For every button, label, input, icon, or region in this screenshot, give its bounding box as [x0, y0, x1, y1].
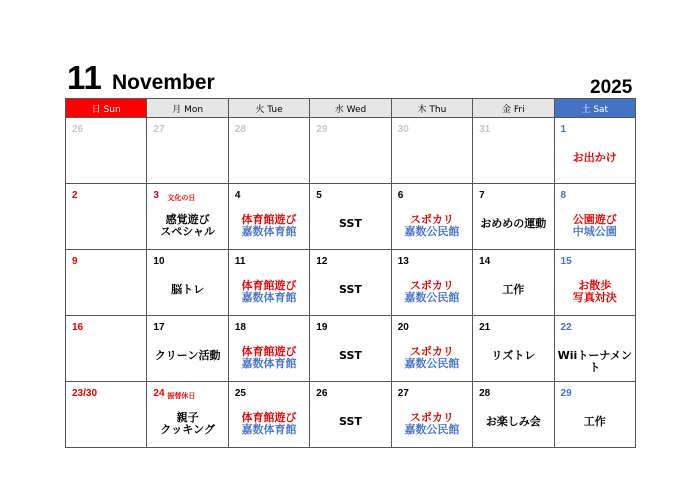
day-cell [66, 184, 147, 250]
day-number: 5 [316, 190, 322, 201]
day-number: 12 [316, 256, 328, 267]
event-label [392, 412, 472, 436]
day-cell [147, 250, 228, 316]
event-label [392, 346, 472, 370]
day-number: 1 [560, 124, 567, 135]
day-number: 3 [153, 190, 159, 201]
day-number: 15 [560, 256, 572, 267]
day-number: 19 [316, 322, 328, 333]
day-cell [147, 118, 228, 184]
event-label: クリーン活動 [154, 349, 221, 362]
day-number: 7 [479, 190, 485, 201]
event-label: SST [339, 349, 362, 362]
event-label: Wiiトーナメント [557, 349, 632, 374]
event-label [555, 280, 635, 304]
day-number: 11 [234, 256, 246, 267]
day-number: 10 [153, 256, 165, 267]
day-cell [310, 250, 391, 316]
event-location: 嘉数体育館 [241, 423, 297, 436]
event-line: 感覚遊び [165, 213, 210, 226]
event-location: 嘉数体育館 [241, 225, 297, 238]
day-number: 17 [153, 322, 165, 333]
event-location: 嘉数公民館 [404, 225, 460, 238]
day-cell [391, 250, 472, 316]
event-label [555, 214, 635, 238]
event-label: お出かけ [572, 151, 617, 164]
event-line: スポカリ [409, 411, 454, 424]
event-label: お楽しみ会 [485, 415, 541, 428]
day-cell [554, 382, 635, 448]
day-number: 16 [72, 322, 84, 333]
event-line: 体育館遊び [241, 411, 297, 424]
day-cell [66, 250, 147, 316]
day-cell [310, 316, 391, 382]
day-cell [66, 382, 147, 448]
day-number: 22 [560, 322, 572, 333]
day-number: 13 [397, 256, 409, 267]
day-number: 14 [479, 256, 491, 267]
day-cell [228, 118, 309, 184]
day-number: 27 [397, 388, 409, 399]
event-label [229, 214, 309, 238]
day-cell [147, 382, 228, 448]
day-cell [554, 118, 635, 184]
day-number: 8 [560, 190, 567, 201]
year: 2025 [590, 77, 633, 98]
day-cell [554, 250, 635, 316]
day-cell [66, 316, 147, 382]
event-location: 嘉数公民館 [404, 291, 460, 304]
day-number: 21 [479, 322, 491, 333]
day-cell [473, 250, 554, 316]
weekday-mon: 月 Mon [147, 99, 228, 118]
week-row [66, 316, 636, 382]
event-label: 工作 [502, 283, 525, 296]
event-label [392, 280, 472, 304]
month-number: 11 [67, 59, 102, 96]
day-number: 9 [72, 256, 78, 267]
week-row [66, 118, 636, 184]
event-line: 公園遊び [572, 213, 617, 226]
month-name: November [112, 71, 215, 94]
event-label: SST [339, 283, 362, 296]
event-location: 嘉数体育館 [241, 291, 297, 304]
day-number: 20 [397, 322, 409, 333]
day-cell [228, 250, 309, 316]
event-label: おめめの運動 [480, 217, 547, 230]
holiday-label: 振替休日 [167, 392, 196, 400]
weekday-fri: 金 Fri [473, 99, 554, 118]
day-number: 29 [560, 388, 572, 399]
event-label [229, 280, 309, 304]
event-line: 体育館遊び [241, 279, 297, 292]
event-label [147, 214, 227, 238]
day-number: 27 [153, 124, 165, 135]
event-line: 体育館遊び [241, 213, 297, 226]
day-cell [147, 184, 228, 250]
day-cell [310, 382, 391, 448]
weekday-sun: 日 Sun [66, 99, 147, 118]
day-cell [391, 382, 472, 448]
event-line: スポカリ [409, 279, 454, 292]
day-cell [473, 382, 554, 448]
day-cell [554, 316, 635, 382]
weekday-sat: 土 Sat [554, 99, 635, 118]
event-line: お散歩 [578, 279, 612, 292]
event-location: 嘉数公民館 [404, 423, 460, 436]
day-number: 6 [397, 190, 404, 201]
event-line: 写真対決 [572, 291, 617, 304]
day-cell [147, 316, 228, 382]
week-row [66, 184, 636, 250]
event-line: クッキング [160, 423, 215, 436]
event-location: 中城公園 [572, 225, 617, 238]
day-number: 28 [234, 124, 246, 135]
event-label: リズトレ [491, 349, 536, 362]
day-cell [310, 184, 391, 250]
event-label [392, 214, 472, 238]
day-cell [391, 184, 472, 250]
day-cell [228, 184, 309, 250]
day-number: 23/30 [72, 388, 98, 399]
day-cell [310, 118, 391, 184]
holiday-label: 文化の日 [167, 194, 196, 202]
event-label [147, 412, 227, 436]
day-number: 30 [397, 124, 409, 135]
event-location: 嘉数体育館 [241, 357, 297, 370]
day-number: 25 [234, 388, 246, 399]
event-label [229, 346, 309, 370]
weekday-tue: 火 Tue [228, 99, 309, 118]
day-number: 18 [234, 322, 246, 333]
weekday-header-row [66, 99, 636, 118]
day-cell [66, 118, 147, 184]
day-number: 2 [72, 190, 78, 201]
event-line: スポカリ [409, 345, 454, 358]
day-number: 29 [316, 124, 328, 135]
day-cell [228, 316, 309, 382]
weekday-thu: 木 Thu [391, 99, 472, 118]
event-line: スポカリ [409, 213, 454, 226]
event-line: 体育館遊び [241, 345, 297, 358]
day-cell [473, 184, 554, 250]
calendar-grid [65, 98, 636, 448]
day-number: 4 [234, 190, 241, 201]
event-line: 親子 [176, 411, 199, 424]
day-number: 26 [316, 388, 328, 399]
day-number: 26 [72, 124, 84, 135]
event-location: 嘉数公民館 [404, 357, 460, 370]
event-label [229, 412, 309, 436]
event-label: 工作 [583, 415, 606, 428]
day-cell [391, 316, 472, 382]
event-label: SST [339, 217, 362, 230]
event-line: スペシャル [160, 225, 216, 238]
week-row [66, 250, 636, 316]
day-cell [391, 118, 472, 184]
day-cell [228, 382, 309, 448]
day-cell [473, 316, 554, 382]
day-number: 24 [153, 388, 165, 399]
weekday-wed: 水 Wed [310, 99, 391, 118]
week-row [66, 382, 636, 448]
day-number: 28 [479, 388, 491, 399]
day-cell [473, 118, 554, 184]
event-label: SST [339, 415, 362, 428]
event-label: 脳トレ [171, 283, 205, 296]
day-cell [554, 184, 635, 250]
day-number: 31 [479, 124, 491, 135]
